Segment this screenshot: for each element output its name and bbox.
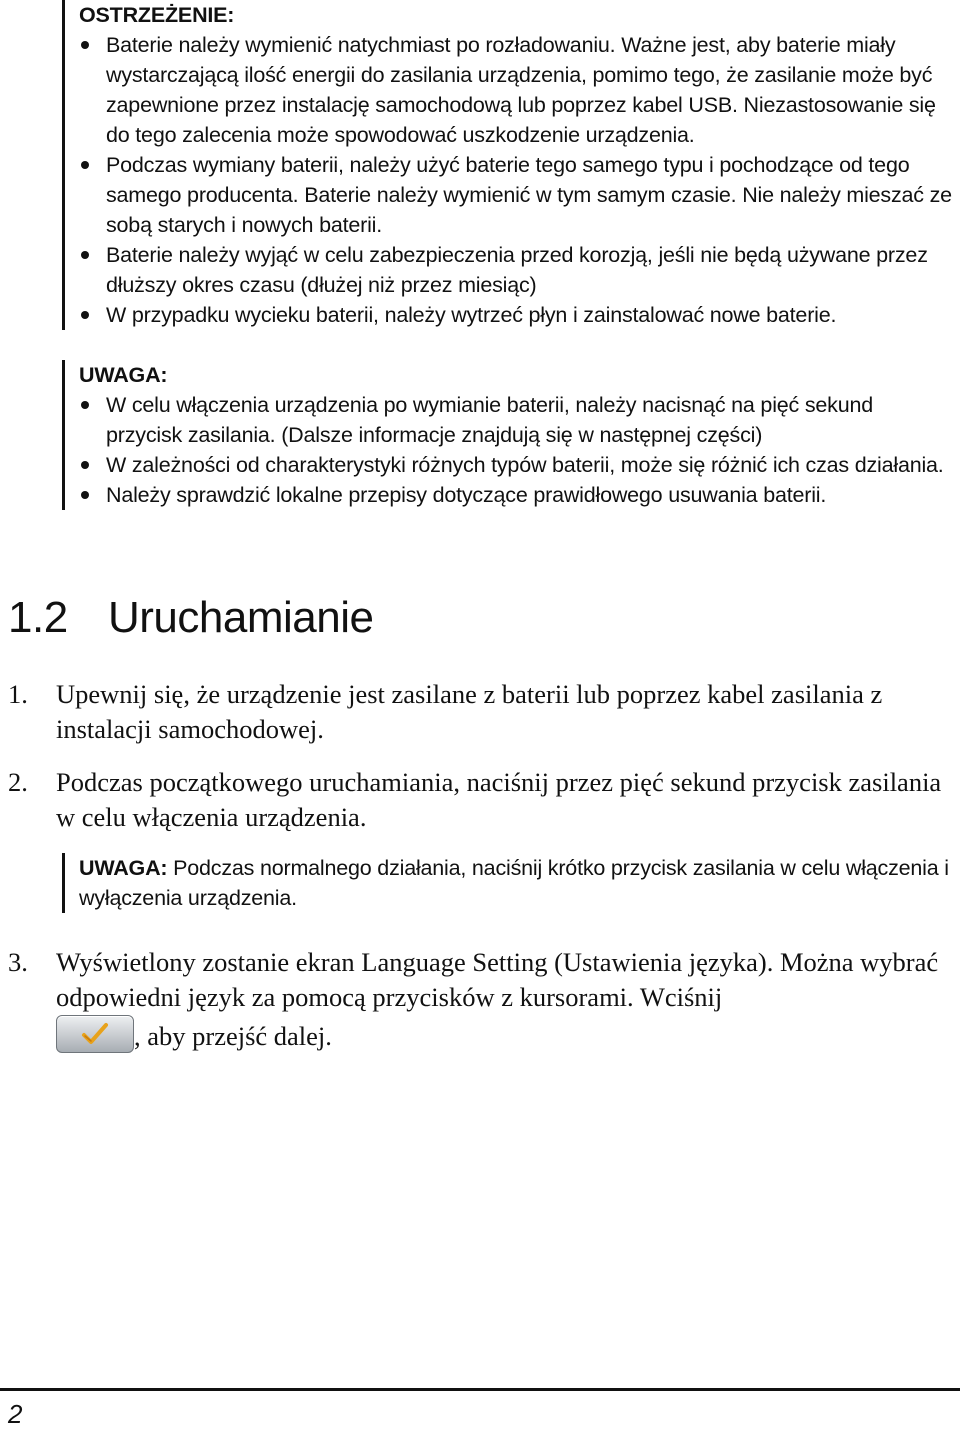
list-item (79, 240, 954, 300)
note-text: Podczas normalnego działania, naciśnij krótko przycisk zasilania w celu włączenia i wyłączenia urządzenia. (79, 856, 949, 910)
warning-item-text: Podczas wymiany baterii, należy użyć baterie tego samego typu i pochodzące od tego samego producenta. Baterie należy wymienić w tym samym czasie. Nie należy mieszać ze sobą starych i nowych baterii. (106, 153, 952, 237)
list-item (79, 480, 954, 510)
page-number: 2 (8, 1399, 23, 1429)
warning-item-text: W przypadku wycieku baterii, należy wytrzeć płyn i zainstalować nowe baterie. (106, 303, 837, 327)
bullet-icon (81, 311, 89, 319)
bullet-icon (81, 41, 89, 49)
bullet-icon (81, 251, 89, 259)
note-item-text: W zależności od charakterystyki różnych typów baterii, może się różnić ich czas działania. (106, 453, 944, 477)
step-text: Upewnij się, że urządzenie jest zasilane z baterii lub poprzez kabel zasilania z instalacji samochodowej. (56, 679, 883, 744)
ok-button[interactable] (56, 1015, 134, 1053)
list-item (79, 450, 954, 480)
step-number: 2. (8, 767, 28, 797)
step-item (8, 677, 958, 747)
warning-box (62, 0, 954, 330)
note-list (79, 390, 954, 510)
note-box-inline (62, 853, 954, 913)
footer-divider (0, 1388, 960, 1391)
bullet-icon (81, 491, 89, 499)
list-item (79, 390, 954, 450)
note-title: UWAGA: (79, 363, 168, 387)
step-number: 3. (8, 947, 28, 977)
section-number: 1.2 (8, 593, 68, 642)
note-label: UWAGA: (79, 856, 168, 880)
bullet-icon (81, 461, 89, 469)
step-text: Podczas początkowego uruchamiania, naciśnij przez pięć sekund przycisk zasilania w celu włączenia urządzenia. (56, 767, 942, 832)
list-item (79, 150, 954, 240)
list-item (79, 300, 954, 330)
checkmark-icon (80, 1020, 110, 1048)
note-item-text: W celu włączenia urządzenia po wymianie baterii, należy nacisnąć na pięć sekund przycisk zasilania. (Dalsze informacje znajdują się w następnej części) (106, 393, 873, 447)
warning-item-text: Baterie należy wyjąć w celu zabezpieczenia przed korozją, jeśli nie będą używane przez dłuższy okres czasu (dłużej niż przez miesiąc) (106, 243, 928, 297)
bullet-icon (81, 161, 89, 169)
list-item (79, 30, 954, 150)
step-number: 1. (8, 679, 28, 709)
step-item (8, 765, 958, 835)
note-box (62, 360, 954, 510)
step-text-before: Wyświetlony zostanie ekran Language Setting (Ustawienia języka). Można wybrać odpowiedni język za pomocą przycisków z kursorami. Wciśnij (56, 947, 939, 1012)
bullet-icon (81, 401, 89, 409)
warning-title: OSTRZEŻENIE: (79, 3, 235, 27)
note-item-text: Należy sprawdzić lokalne przepisy dotyczące prawidłowego usuwania baterii. (106, 483, 827, 507)
warning-list (79, 30, 954, 330)
step-text-after: , aby przejść dalej. (134, 1021, 332, 1051)
section-title: Uruchamianie (108, 593, 374, 642)
step-item (8, 945, 958, 1054)
warning-item-text: Baterie należy wymienić natychmiast po rozładowaniu. Ważne jest, aby baterie miały wystarczającą ilość energii do zasilania urządzenia, pomimo tego, że zasilanie może być zapewnione przez instalację samochodową lub poprzez kabel USB. Niezastosowanie się do tego zalecenia może spowodować uszkodzenie urządzenia. (106, 33, 936, 147)
section-heading (8, 590, 373, 646)
step-text (56, 945, 958, 1054)
